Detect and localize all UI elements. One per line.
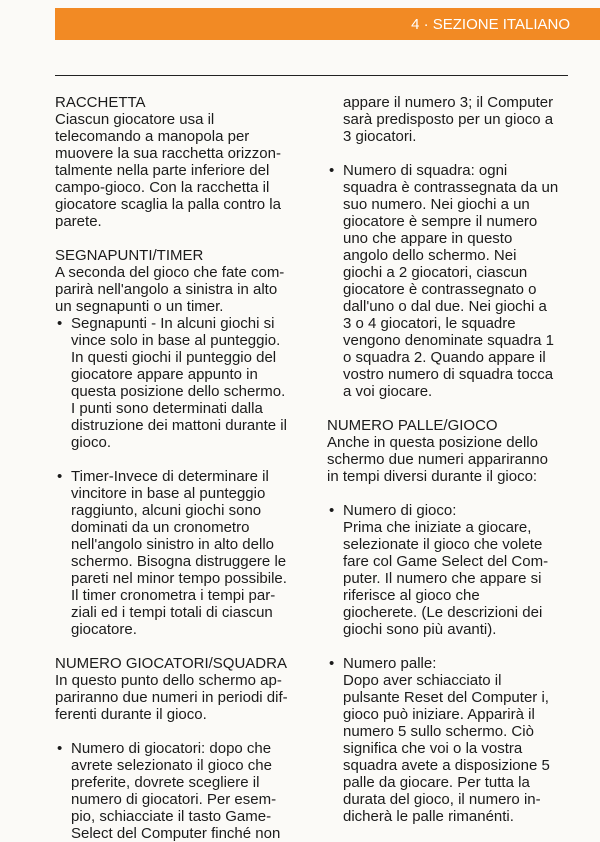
bullet-dot: • <box>329 162 335 179</box>
segnapunti-intro <box>55 264 295 315</box>
heading-numero-giocatori: NUMERO GIOCATORI/SQUADRA <box>55 655 287 672</box>
text-line: dicherà le palle rimanénti. <box>343 808 514 825</box>
bullet-numero-giocatori-text <box>71 740 295 842</box>
text-line: giochi sono più avanti). <box>343 621 497 638</box>
bullet-numero-squadra <box>327 162 572 400</box>
text-line: In questi giochi il punteggio del <box>71 349 277 366</box>
text-line: 3 giocatori. <box>343 128 417 145</box>
text-line: vengono denominate squadra 1 <box>343 332 554 349</box>
bullet-continuation <box>327 94 572 145</box>
text-line: I punti sono determinati dalla <box>71 400 263 417</box>
text-line: 3 o 4 giocatori, le squadre <box>343 315 516 332</box>
text-line: In questo punto dello schermo ap- <box>55 672 282 689</box>
text-line: o squadra 2. Quando appare il <box>343 349 546 366</box>
text-line: Il timer cronometra i tempi par- <box>71 587 276 604</box>
text-line: giochi a 2 giocatori, ciascun <box>343 264 528 281</box>
text-line: gioco. <box>71 434 112 451</box>
text-line: avrete selezionato il gioco che <box>71 757 272 774</box>
heading-segnapunti-timer: SEGNAPUNTI/TIMER <box>55 247 204 264</box>
text-line: Dopo aver schiacciato il <box>343 672 502 689</box>
text-line: angolo dello schermo. Nei <box>343 247 517 264</box>
racchetta-text <box>55 111 295 230</box>
text-line: ferenti durante il gioco. <box>55 706 207 723</box>
text-line: campo-gioco. Con la racchetta il <box>55 179 270 196</box>
text-line: appare il numero 3; il Computer <box>343 94 554 111</box>
text-line: Numero di giocatori: dopo che <box>71 740 272 757</box>
text-line: Numero di squadra: ogni <box>343 162 508 179</box>
text-line: A seconda del gioco che fate com- <box>55 264 285 281</box>
text-line: riferisce al gioco che <box>343 587 480 604</box>
text-line: pulsante Reset del Computer i, <box>343 689 549 706</box>
bullet-segnapunti <box>55 315 295 451</box>
bullet-numero-squadra-text <box>343 162 572 400</box>
text-line: pio, schiacciate il tasto Game- <box>71 808 272 825</box>
text-line: giocatore scaglia la palla contro la <box>55 196 281 213</box>
heading-racchetta: RACCHETTA <box>55 94 146 111</box>
text-line: uno che appare in questo <box>343 230 513 247</box>
text-line: raggiunto, alcuni giochi sono <box>71 502 262 519</box>
bullet-numero-palle-text <box>343 672 572 825</box>
bullet-timer-text <box>71 468 295 638</box>
text-line: fare col Game Select del Com- <box>343 553 549 570</box>
text-line: squadra avete a disposizione 5 <box>343 757 550 774</box>
header-rule <box>55 75 568 76</box>
bullet-numero-palle-title: Numero palle: <box>343 655 437 672</box>
numero-giocatori-intro <box>55 672 295 723</box>
section-header-bar <box>55 8 600 40</box>
text-line: dall'uno o dal due. Nei giochi a <box>343 298 547 315</box>
bullet-timer <box>55 468 295 638</box>
text-line: schermo. Bisogna distruggere le <box>71 553 287 570</box>
text-line: numero 5 sullo schermo. Ciò <box>343 723 534 740</box>
text-line: Anche in questa posizione dello <box>327 434 538 451</box>
right-column <box>327 94 572 825</box>
text-line: Select del Computer finché non <box>71 825 281 842</box>
text-line: sarà predisposto per un gioco a <box>343 111 554 128</box>
text-line: Segnapunti - In alcuni giochi si <box>71 315 275 332</box>
text-line: talmente nella parte inferiore del <box>55 162 270 179</box>
text-line: significa che voi o la vostra <box>343 740 523 757</box>
bullet-dot: • <box>57 468 63 485</box>
text-line: squadra è contrassegnata da un <box>343 179 559 196</box>
text-line: parirà nell'angolo a sinistra in alto <box>55 281 278 298</box>
text-line: muovere la sua racchetta orizzon- <box>55 145 281 162</box>
text-line: suo numero. Nei giochi a un <box>343 196 530 213</box>
text-line: vince solo in base al punteggio. <box>71 332 281 349</box>
bullet-numero-gioco-title: Numero di gioco: <box>343 502 457 519</box>
bullet-dot: • <box>329 655 335 672</box>
text-line: vostro numero di squadra tocca <box>343 366 554 383</box>
text-line: giocatore è contrassegnato o <box>343 281 537 298</box>
text-line: ziali ed i tempi totali di ciascun <box>71 604 273 621</box>
bullet-dot: • <box>329 502 335 519</box>
left-column <box>55 94 295 842</box>
text-line: durata del gioco, il numero in- <box>343 791 541 808</box>
text-line: dominati da un cronometro <box>71 519 250 536</box>
bullet-numero-palle <box>327 655 572 825</box>
text-line: giocatore. <box>71 621 137 638</box>
text-line: schermo due numeri appariranno <box>327 451 548 468</box>
text-line: parete. <box>55 213 102 230</box>
text-line: puter. Il numero che appare si <box>343 570 542 587</box>
text-line: giocatore appare appunto in <box>71 366 258 383</box>
text-line: Timer-Invece di determinare il <box>71 468 269 485</box>
text-line: questa posizione dello schermo. <box>71 383 286 400</box>
bullet-dot: • <box>57 740 63 757</box>
bullet-numero-giocatori <box>55 740 295 842</box>
text-line: selezionate il gioco che volete <box>343 536 543 553</box>
text-line: preferite, dovrete scegliere il <box>71 774 260 791</box>
text-line: giocatore è sempre il numero <box>343 213 538 230</box>
text-line: un segnapunti o un timer. <box>55 298 224 315</box>
bullet-numero-gioco <box>327 502 572 638</box>
text-line: Ciascun giocatore usa il <box>55 111 215 128</box>
text-line: distruzione dei mattoni durante il <box>71 417 287 434</box>
bullet-dot: • <box>57 315 63 332</box>
numero-palle-intro <box>327 434 572 485</box>
text-line: pareti nel minor tempo possibile. <box>71 570 287 587</box>
text-line: pariranno due numeri in periodi dif- <box>55 689 288 706</box>
text-line: palle da giocare. Per tutta la <box>343 774 530 791</box>
text-line: in tempi diversi durante il gioco: <box>327 468 538 485</box>
bullet-segnapunti-text <box>71 315 295 451</box>
text-line: vincitore in base al punteggio <box>71 485 266 502</box>
text-line: a voi giocare. <box>343 383 433 400</box>
text-line: gioco può iniziare. Apparirà il <box>343 706 535 723</box>
text-line: telecomando a manopola per <box>55 128 250 145</box>
bullet-numero-gioco-text <box>343 519 572 638</box>
section-title: 4 · SEZIONE ITALIANO <box>411 16 570 33</box>
heading-numero-palle: NUMERO PALLE/GIOCO <box>327 417 498 434</box>
text-line: giocherete. (Le descrizioni dei <box>343 604 543 621</box>
text-line: Prima che iniziate a giocare, <box>343 519 532 536</box>
text-line: nell'angolo sinistro in alto dello <box>71 536 274 553</box>
text-line: numero di giocatori. Per esem- <box>71 791 277 808</box>
continuation-text <box>343 94 572 145</box>
